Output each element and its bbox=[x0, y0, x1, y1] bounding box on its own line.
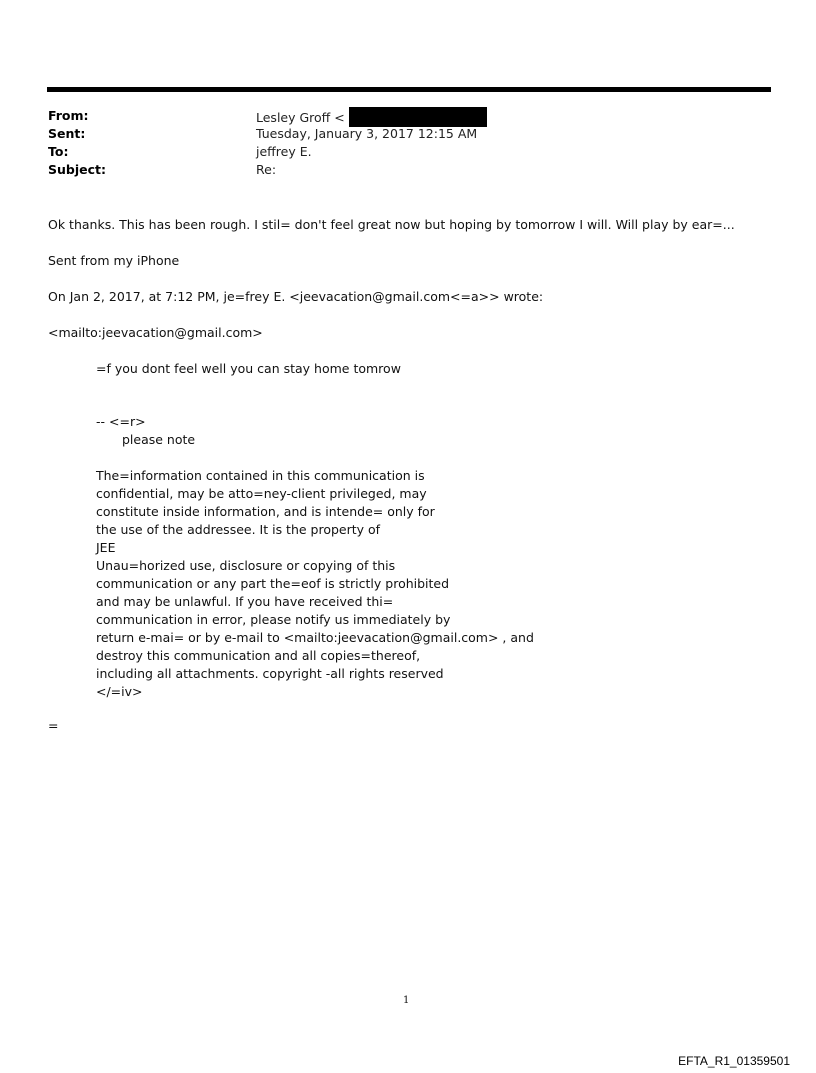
quoted-message: =f you dont feel well you can stay home tomrow bbox=[96, 361, 401, 376]
disclaimer-line: destroy this communication and all copies=thereof, bbox=[96, 648, 421, 663]
email-header bbox=[48, 107, 768, 179]
sent-label: Sent: bbox=[48, 126, 86, 141]
redaction-box bbox=[349, 107, 487, 127]
quote-attribution: On Jan 2, 2017, at 7:12 PM, je=frey E. <jeevacation@gmail.com<=a>> wrote: bbox=[48, 289, 544, 304]
sent-value: Tuesday, January 3, 2017 12:15 AM bbox=[256, 126, 478, 141]
subject-label: Subject: bbox=[48, 162, 106, 177]
subject-row bbox=[48, 161, 768, 179]
disclaimer-line: communication or any part the=eof is strictly prohibited bbox=[96, 576, 450, 591]
disclaimer-line: JEE bbox=[96, 540, 116, 555]
disclaimer-line: including all attachments. copyright -all rights reserved bbox=[96, 666, 444, 681]
disclaimer-line: communication in error, please notify us immediately by bbox=[96, 612, 451, 627]
page-number: 1 bbox=[403, 995, 410, 1006]
from-name: Lesley Groff < bbox=[256, 110, 345, 125]
disclaimer-line: the use of the addressee. It is the property of bbox=[96, 522, 381, 537]
message-paragraph: Ok thanks. This has been rough. I stil= don't feel great now but hoping by tomorrow I will. Will play by ear=... bbox=[48, 217, 735, 232]
trailing-character: = bbox=[48, 718, 59, 733]
to-value: jeffrey E. bbox=[256, 144, 312, 159]
disclaimer-line: return e-mai= or by e-mail to <mailto:jeevacation@gmail.com> , and bbox=[96, 630, 534, 645]
signature-separator: -- <=r> bbox=[96, 414, 146, 429]
header-rule bbox=[47, 87, 771, 92]
to-row bbox=[48, 143, 768, 161]
sent-row bbox=[48, 125, 768, 143]
from-label: From: bbox=[48, 108, 89, 123]
disclaimer-line: confidential, may be atto=ney-client privileged, may bbox=[96, 486, 427, 501]
signature-note: please note bbox=[122, 432, 196, 447]
disclaimer-line: Unau=horized use, disclosure or copying of this bbox=[96, 558, 396, 573]
disclaimer-line: constitute inside information, and is intende= only for bbox=[96, 504, 435, 519]
sent-from-line: Sent from my iPhone bbox=[48, 253, 180, 268]
bates-stamp: EFTA_R1_01359501 bbox=[678, 1054, 790, 1068]
disclaimer-line: The=information contained in this communication is bbox=[96, 468, 425, 483]
mailto-line: <mailto:jeevacation@gmail.com> bbox=[48, 325, 263, 340]
subject-value: Re: bbox=[256, 162, 277, 177]
from-value bbox=[256, 107, 487, 127]
disclaimer-line: </=iv> bbox=[96, 684, 143, 699]
confidentiality-disclaimer bbox=[96, 467, 534, 701]
disclaimer-line: and may be unlawful. If you have received thi= bbox=[96, 594, 394, 609]
from-row bbox=[48, 107, 768, 125]
to-label: To: bbox=[48, 144, 69, 159]
